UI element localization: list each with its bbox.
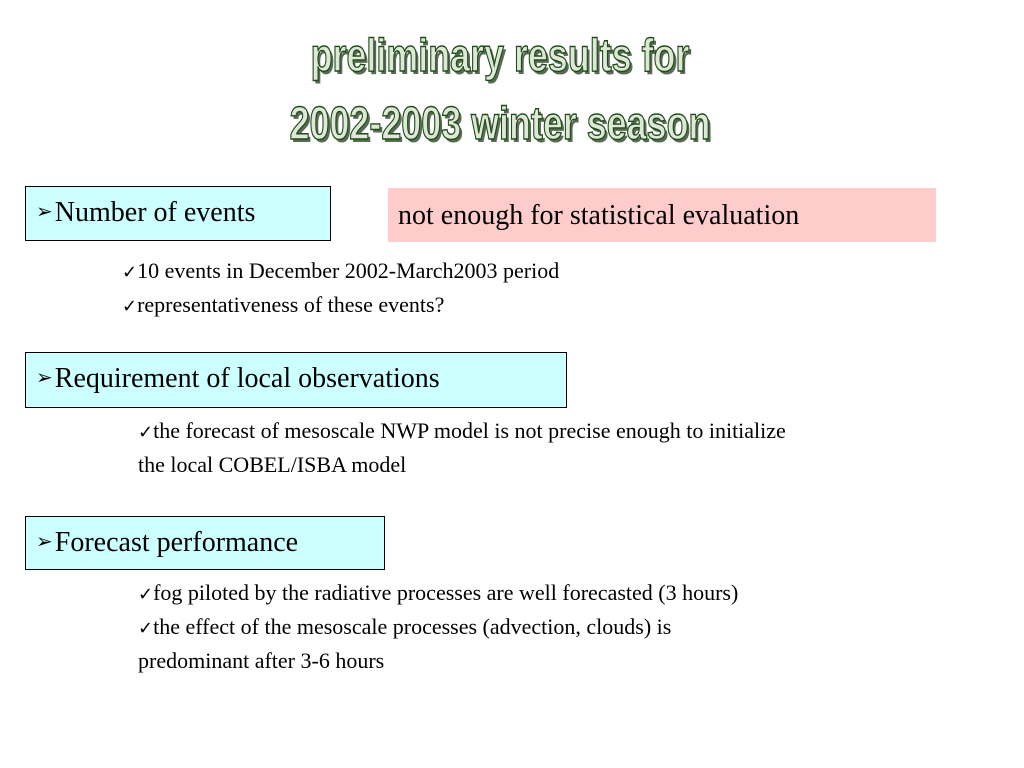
section-heading-label: Number of events bbox=[54, 197, 256, 228]
slide-title-line-1: preliminary results for bbox=[310, 29, 690, 81]
bullet-text: 10 events in December 2002-March2003 period bbox=[137, 258, 560, 283]
bullet-item bbox=[122, 288, 444, 324]
bullet-continuation bbox=[138, 644, 384, 678]
bullet-text: the effect of the mesoscale processes (advection, clouds) is bbox=[153, 614, 672, 639]
arrow-bullet-icon: ➢ bbox=[36, 529, 53, 553]
bullet-item bbox=[138, 610, 671, 646]
section-heading-local-observations bbox=[25, 352, 567, 408]
section-heading-label: Requirement of local observations bbox=[54, 363, 440, 394]
statistical-note-text: not enough for statistical evaluation bbox=[398, 200, 800, 231]
bullet-item bbox=[122, 254, 559, 290]
slide-title-line-2: 2002-2003 winter season bbox=[289, 97, 711, 149]
section-heading-number-of-events bbox=[25, 186, 331, 241]
check-icon: ✓ bbox=[138, 584, 154, 605]
check-icon: ✓ bbox=[122, 296, 138, 317]
bullet-item bbox=[138, 414, 786, 450]
statistical-note-box bbox=[388, 188, 936, 242]
section-heading-forecast-performance bbox=[25, 516, 385, 570]
bullet-text: representativeness of these events? bbox=[137, 292, 445, 317]
bullet-text: predominant after 3-6 hours bbox=[138, 648, 385, 673]
section-heading-label: Forecast performance bbox=[54, 527, 299, 558]
bullet-continuation bbox=[138, 448, 406, 482]
check-icon: ✓ bbox=[138, 618, 154, 639]
check-icon: ✓ bbox=[122, 262, 138, 283]
bullet-text: the local COBEL/ISBA model bbox=[138, 452, 407, 477]
check-icon: ✓ bbox=[138, 422, 154, 443]
arrow-bullet-icon: ➢ bbox=[36, 365, 53, 389]
bullet-text: fog piloted by the radiative processes are well forecasted (3 hours) bbox=[153, 580, 739, 605]
arrow-bullet-icon: ➢ bbox=[36, 199, 53, 223]
bullet-item bbox=[138, 576, 738, 612]
bullet-text: the forecast of mesoscale NWP model is not precise enough to initialize bbox=[153, 418, 786, 443]
